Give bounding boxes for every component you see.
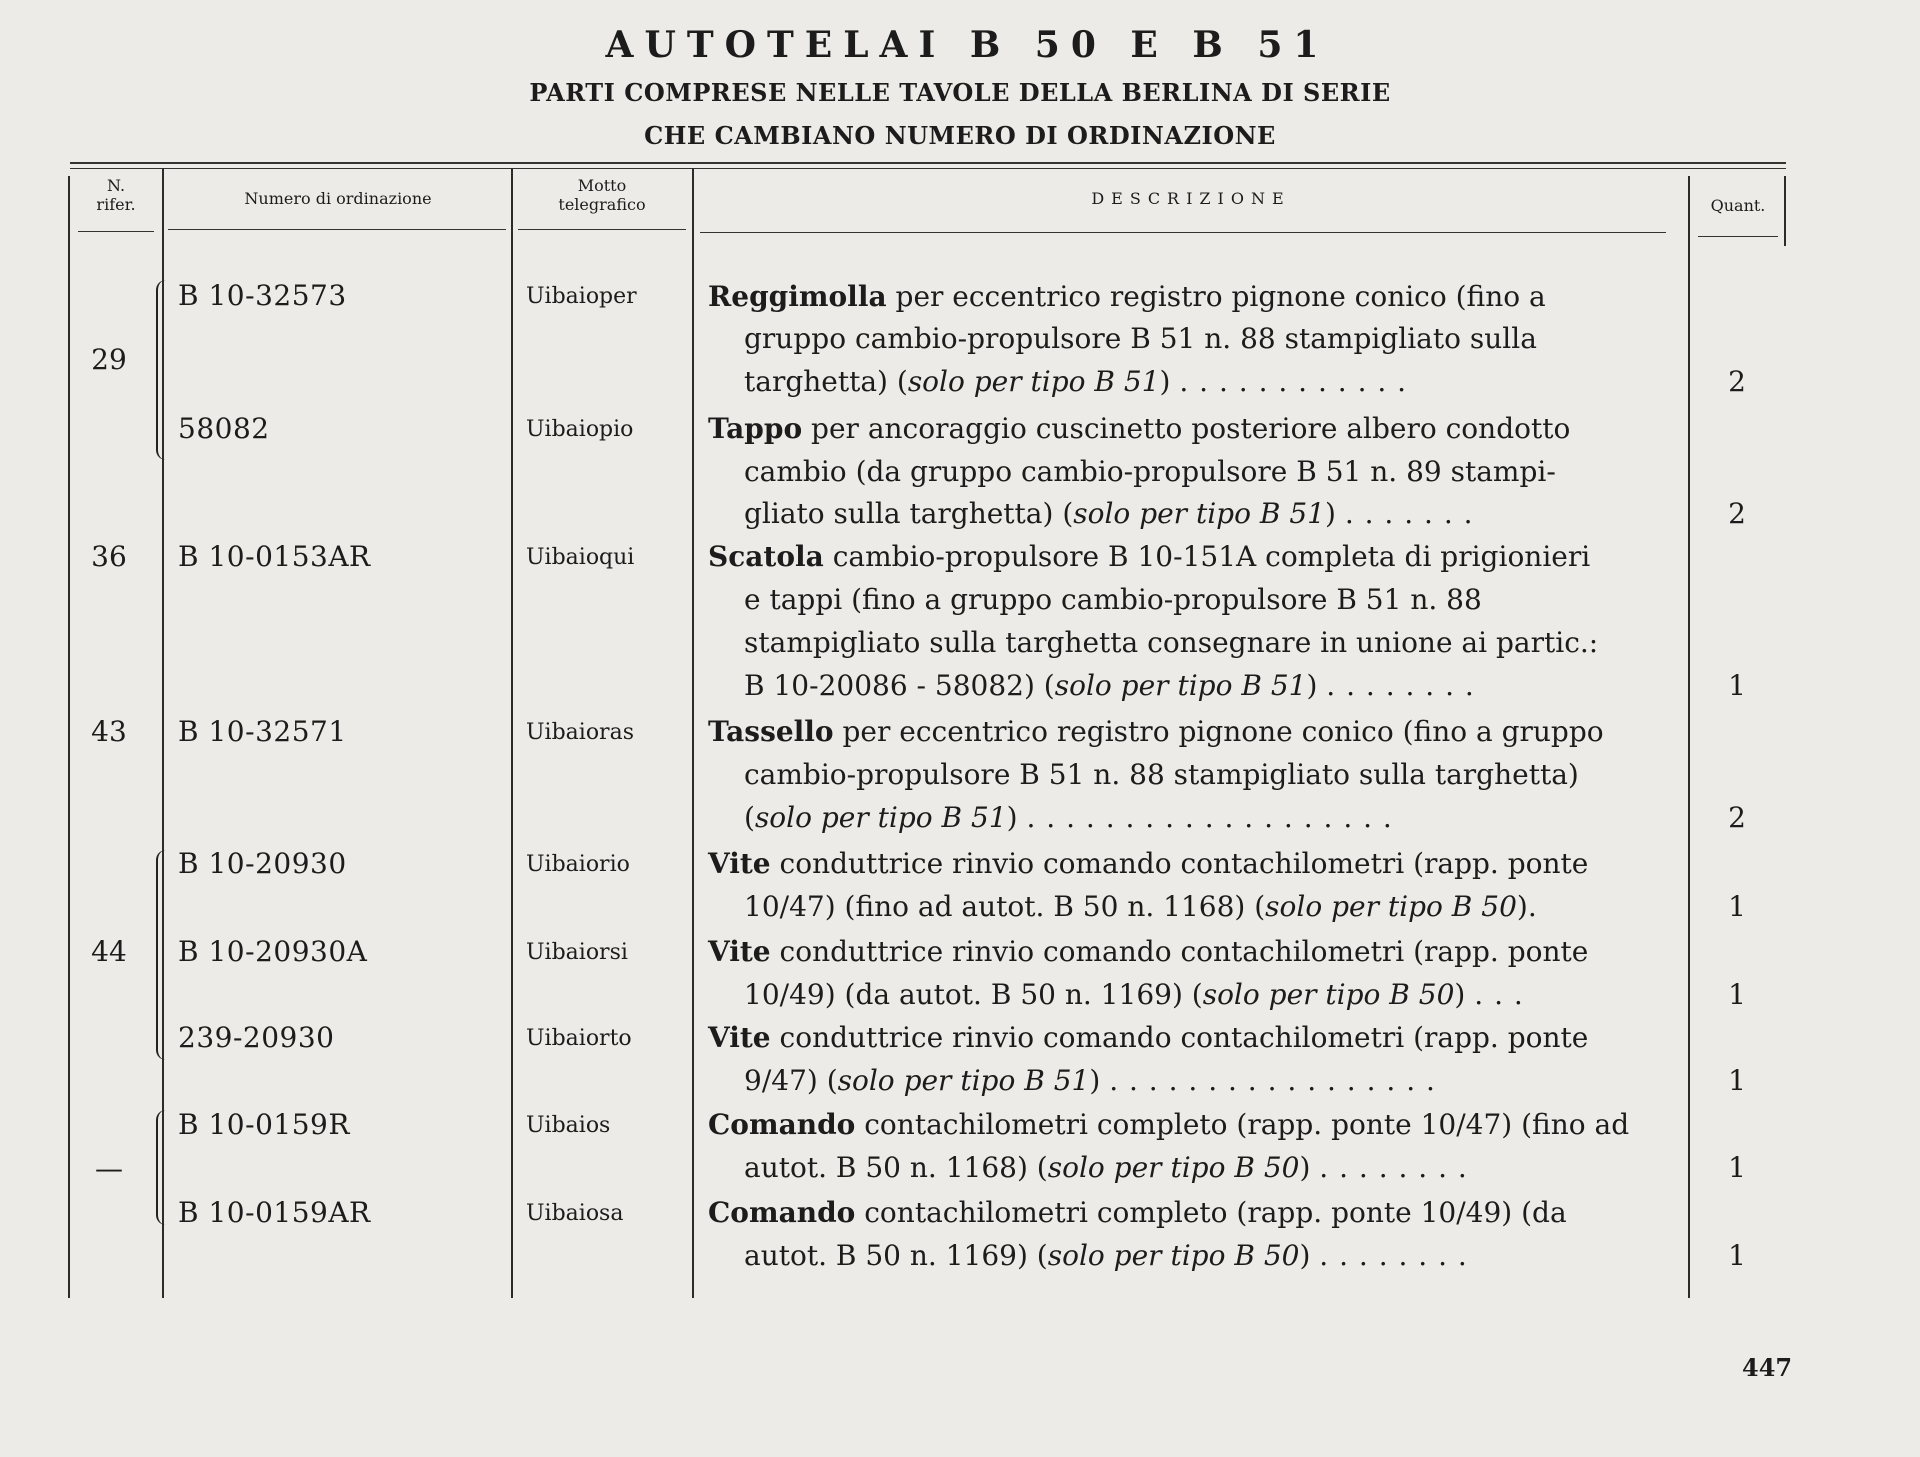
description-line: Vite conduttrice rinvio comando contachilometri (rapp. ponte [708,847,1589,880]
telegraphic-motto: Uibaioper [526,284,637,309]
quantity-value: 2 [1728,801,1746,834]
telegraphic-motto: Uibaiopio [526,417,634,442]
group-brace [156,280,166,460]
description-line: (solo per tipo B 51) . . . . . . . . . . . . . . . . . . . [744,801,1393,834]
ref-number: 36 [91,540,127,573]
page-subtitle-2: CHE CAMBIANO NUMERO DI ORDINAZIONE [644,121,1276,150]
ref-number: 44 [91,935,127,968]
telegraphic-motto: Uibaioras [526,720,634,745]
order-number: 58082 [178,412,270,445]
column-divider [1688,176,1690,1298]
ref-number: — [95,1152,123,1185]
description-line: Tassello per eccentrico registro pignone conico (fino a gruppo [708,715,1604,748]
top-rule-2 [70,168,1786,169]
order-number: B 10-32571 [178,715,347,748]
ref-number: 29 [91,343,127,376]
page-number: 447 [1742,1353,1793,1382]
description-line: 10/49) (da autot. B 50 n. 1169) (solo per tipo B 50) . . . [744,978,1524,1011]
description-line: B 10-20086 - 58082) (solo per tipo B 51) . . . . . . . . [744,669,1475,702]
description-line: autot. B 50 n. 1169) (solo per tipo B 50) . . . . . . . . [744,1239,1468,1272]
order-number: 239-20930 [178,1021,335,1054]
description-line: stampigliato sulla targhetta consegnare in unione ai partic.: [744,626,1599,659]
description-line: cambio (da gruppo cambio-propulsore B 51 n. 89 stampi- [744,455,1556,488]
header-ref: N. rifer. [96,176,136,214]
quantity-value: 1 [1728,1151,1746,1184]
description-line: gruppo cambio-propulsore B 51 n. 88 stampigliato sulla [744,322,1537,355]
column-divider [511,168,513,1298]
quantity-value: 2 [1728,497,1746,530]
top-rule-1 [70,162,1786,164]
description-line: targhetta) (solo per tipo B 51) . . . . . . . . . . . . [744,365,1408,398]
description-line: Reggimolla per eccentrico registro pignone conico (fino a [708,280,1546,313]
telegraphic-motto: Uibaios [526,1113,611,1138]
order-number: B 10-0159AR [178,1196,371,1229]
quantity-value: 1 [1728,978,1746,1011]
group-brace [156,850,166,1060]
order-number: B 10-0153AR [178,540,371,573]
description-line: gliato sulla targhetta) (solo per tipo B 51) . . . . . . . [744,497,1474,530]
description-line: e tappi (fino a gruppo cambio-propulsore B 51 n. 88 [744,583,1482,616]
order-number: B 10-20930 [178,847,347,880]
quantity-value: 1 [1728,669,1746,702]
telegraphic-motto: Uibaiorio [526,852,630,877]
header-description: DESCRIZIONE [1091,189,1291,208]
order-number: B 10-0159R [178,1108,350,1141]
header-underline [168,229,506,230]
description-line: 9/47) (solo per tipo B 51) . . . . . . . . . . . . . . . . . [744,1064,1436,1097]
page-subtitle-1: PARTI COMPRESE NELLE TAVOLE DELLA BERLINA DI SERIE [529,78,1391,107]
header-motto: Motto telegrafico [558,176,646,214]
description-line: Vite conduttrice rinvio comando contachilometri (rapp. ponte [708,1021,1589,1054]
description-line: Scatola cambio-propulsore B 10-151A completa di prigionieri [708,540,1591,573]
order-number: B 10-20930A [178,935,368,968]
header-underline [78,231,154,232]
quantity-value: 1 [1728,1239,1746,1272]
quantity-value: 1 [1728,890,1746,923]
quantity-value: 2 [1728,365,1746,398]
ref-number: 43 [91,715,127,748]
group-brace [156,1110,166,1225]
telegraphic-motto: Uibaiorto [526,1026,632,1051]
header-underline [700,232,1666,233]
description-line: Vite conduttrice rinvio comando contachilometri (rapp. ponte [708,935,1589,968]
order-number: B 10-32573 [178,279,347,312]
description-line: 10/47) (fino ad autot. B 50 n. 1168) (solo per tipo B 50). [744,890,1537,923]
header-quantity: Quant. [1710,196,1766,215]
column-divider [692,168,694,1298]
telegraphic-motto: Uibaiosa [526,1201,624,1226]
description-line: autot. B 50 n. 1168) (solo per tipo B 50) . . . . . . . . [744,1151,1468,1184]
description-line: Tappo per ancoraggio cuscinetto posteriore albero condotto [708,412,1571,445]
header-underline [1698,236,1778,237]
description-line: Comando contachilometri completo (rapp. ponte 10/49) (da [708,1196,1567,1229]
telegraphic-motto: Uibaioqui [526,545,635,570]
telegraphic-motto: Uibaiorsi [526,940,628,965]
description-line: Comando contachilometri completo (rapp. ponte 10/47) (fino ad [708,1108,1630,1141]
quantity-value: 1 [1728,1064,1746,1097]
page-title: AUTOTELAI B 50 E B 51 [605,24,1330,66]
description-line: cambio-propulsore B 51 n. 88 stampigliato sulla targhetta) [744,758,1579,791]
header-underline [518,229,686,230]
header-order-number: Numero di ordinazione [244,189,432,208]
